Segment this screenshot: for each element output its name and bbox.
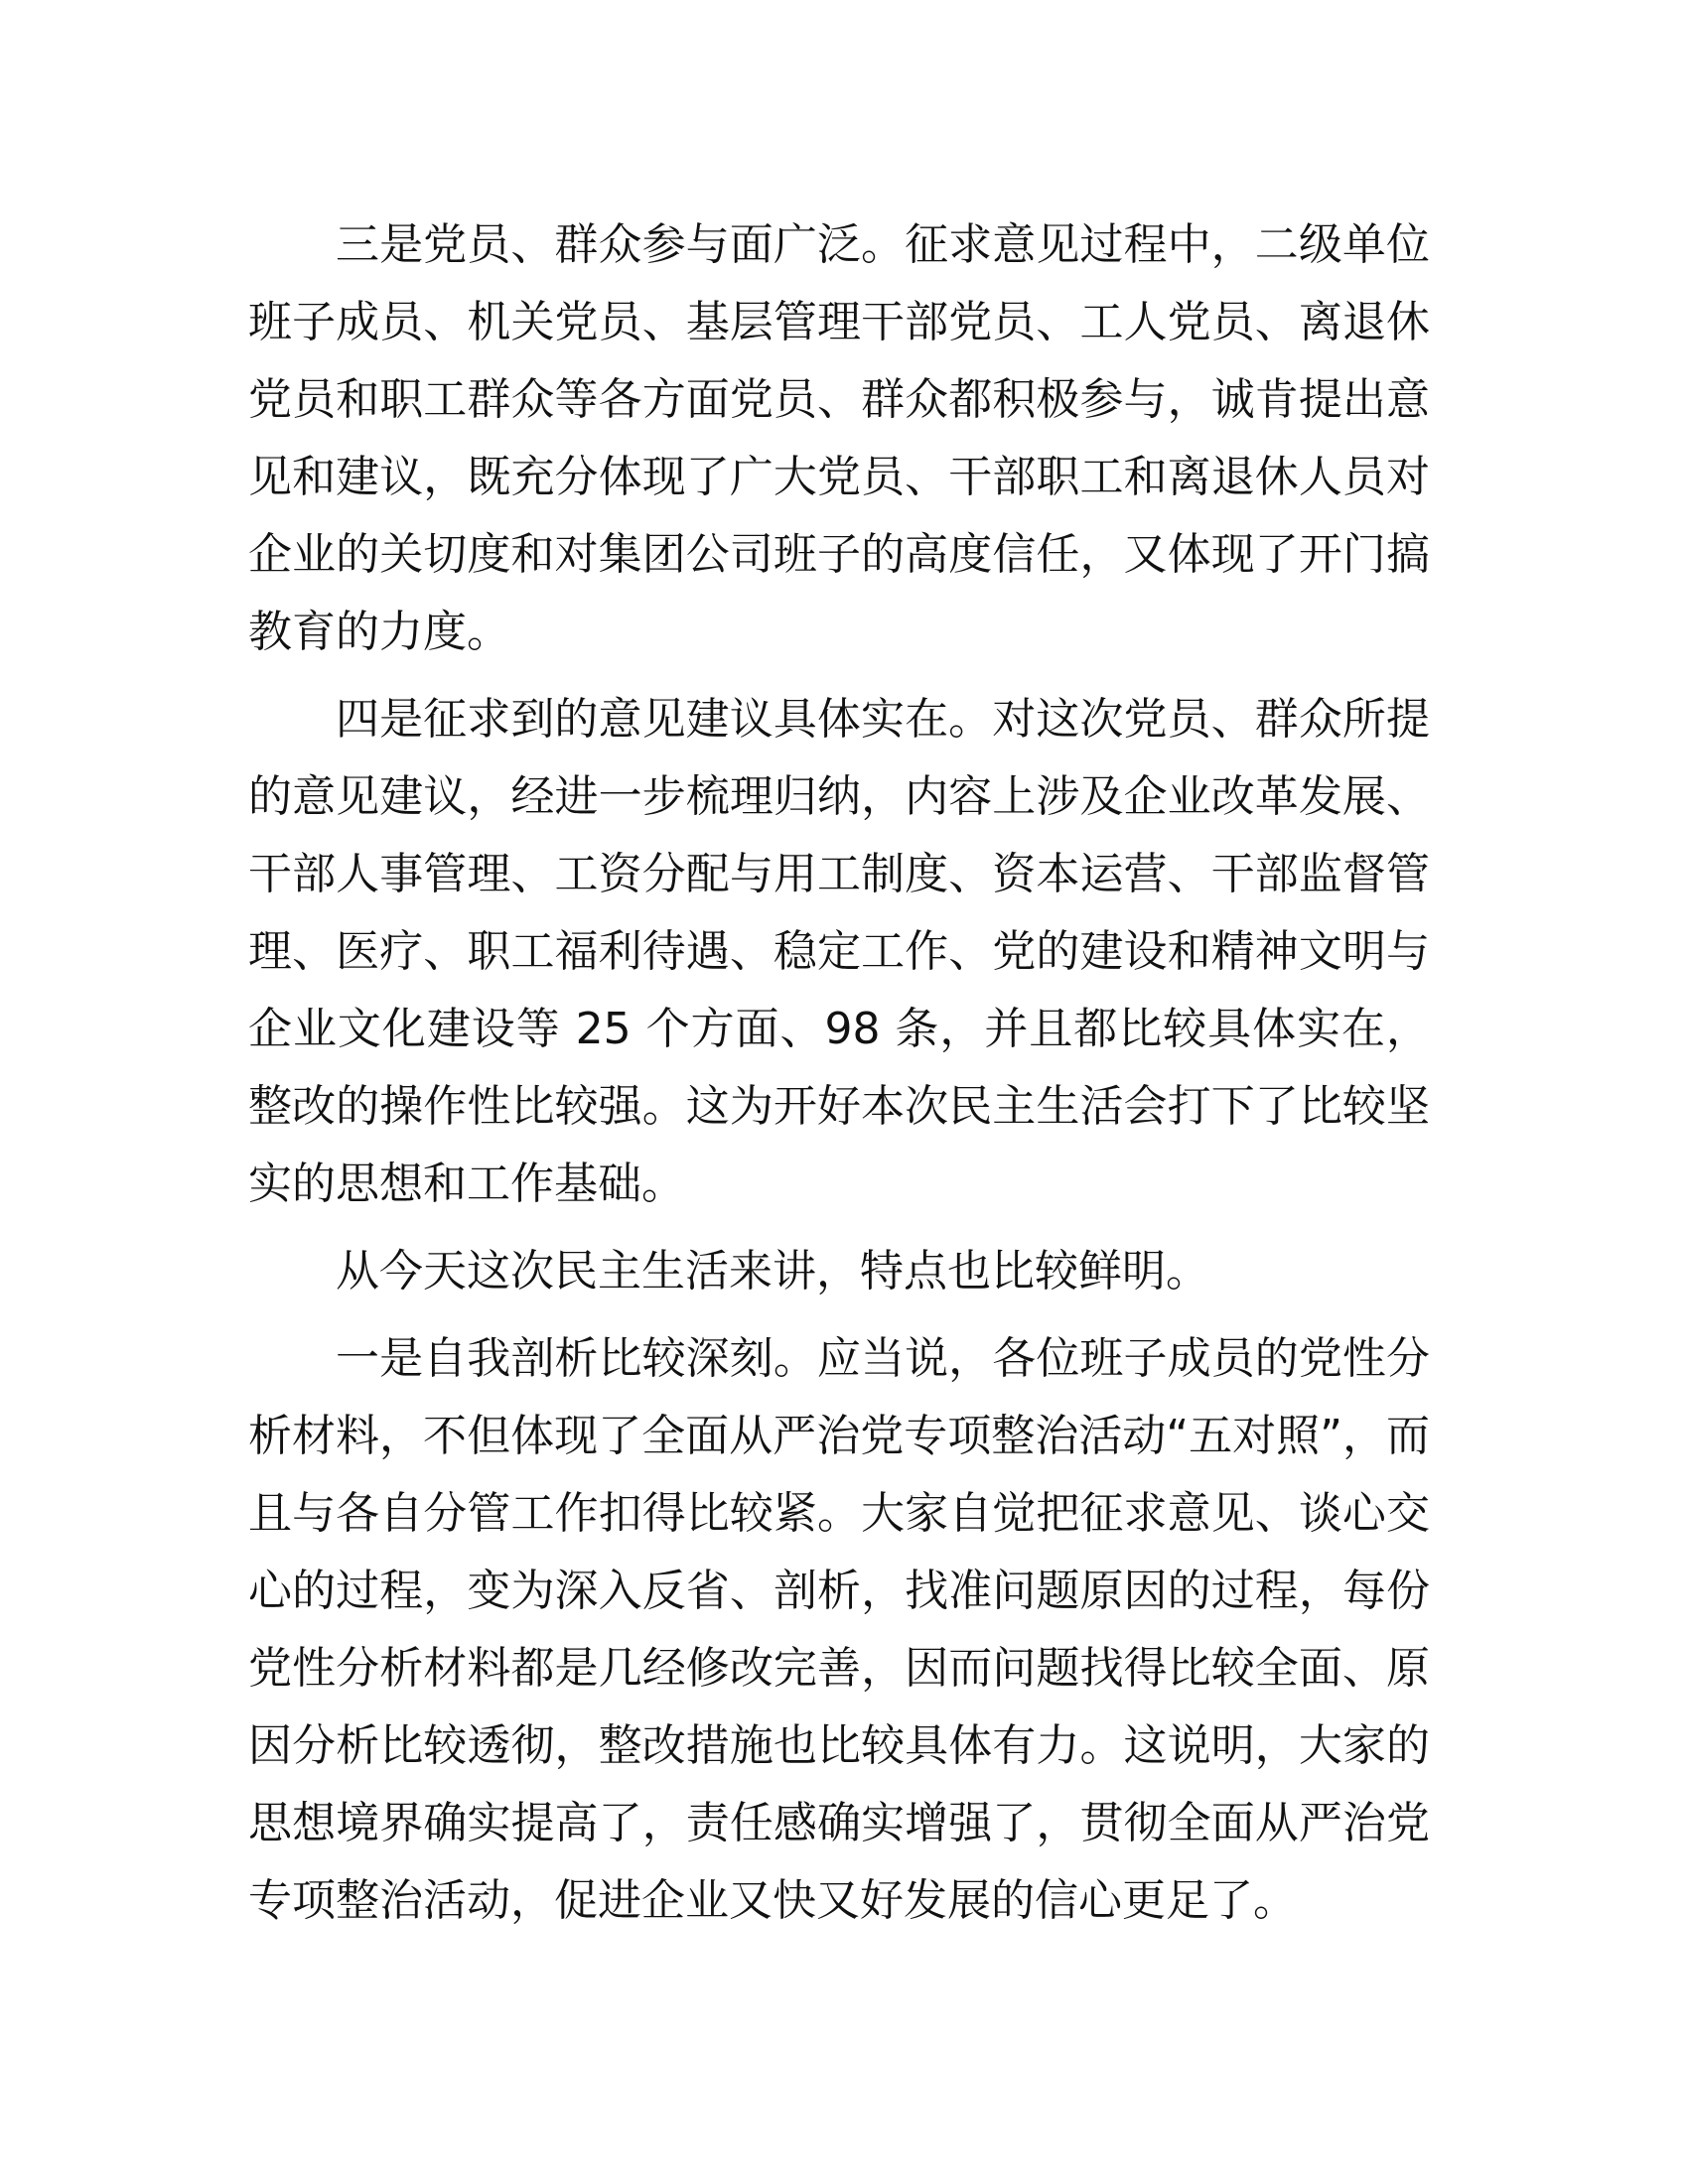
document-page	[248, 206, 1430, 1950]
paragraph-self-analysis: 一是自我剖析比较深刻。应当说，各位班子成员的党性分析材料，不但体现了全面从严治党专项整治活动“五对照”，而且与各自分管工作扣得比较紧。大家自觉把征求意见、谈心交心的过程，变为深入反省、剖析，找准问题原因的过程，每份党性分析材料都是几经修改完善，因而问题找得比较全面、原因分析比较透彻，整改措施也比较具体有力。这说明，大家的思想境界确实提高了，责任感确实增强了，贯彻全面从严治党专项整治活动，促进企业又快又好发展的信心更足了。	[248, 1333, 1430, 1926]
paragraph-participation: 三是党员、群众参与面广泛。征求意见过程中，二级单位班子成员、机关党员、基层管理干部党员、工人党员、离退休党员和职工群众等各方面党员、群众都积极参与，诚肯提出意见和建议，既充分体现了广大党员、干部职工和离退休人员对企业的关切度和对集团公司班子的高度信任，又体现了开门搞教育的力度。	[248, 219, 1430, 657]
paragraph-features-intro: 从今天这次民主生活来讲，特点也比较鲜明。	[336, 1246, 1209, 1297]
paragraph-suggestions: 四是征求到的意见建议具体实在。对这次党员、群众所提的意见建议，经进一步梳理归纳，内容上涉及企业改革发展、干部人事管理、工资分配与用工制度、资本运营、干部监督管理、医疗、职工福利待遇、稳定工作、党的建设和精神文明与企业文化建设等 25 个方面、98 条，并且都比较具体实在，整改的操作性比较强。这为开好本次民主生活会打下了比较坚实的思想和工作基础。	[248, 694, 1430, 1209]
